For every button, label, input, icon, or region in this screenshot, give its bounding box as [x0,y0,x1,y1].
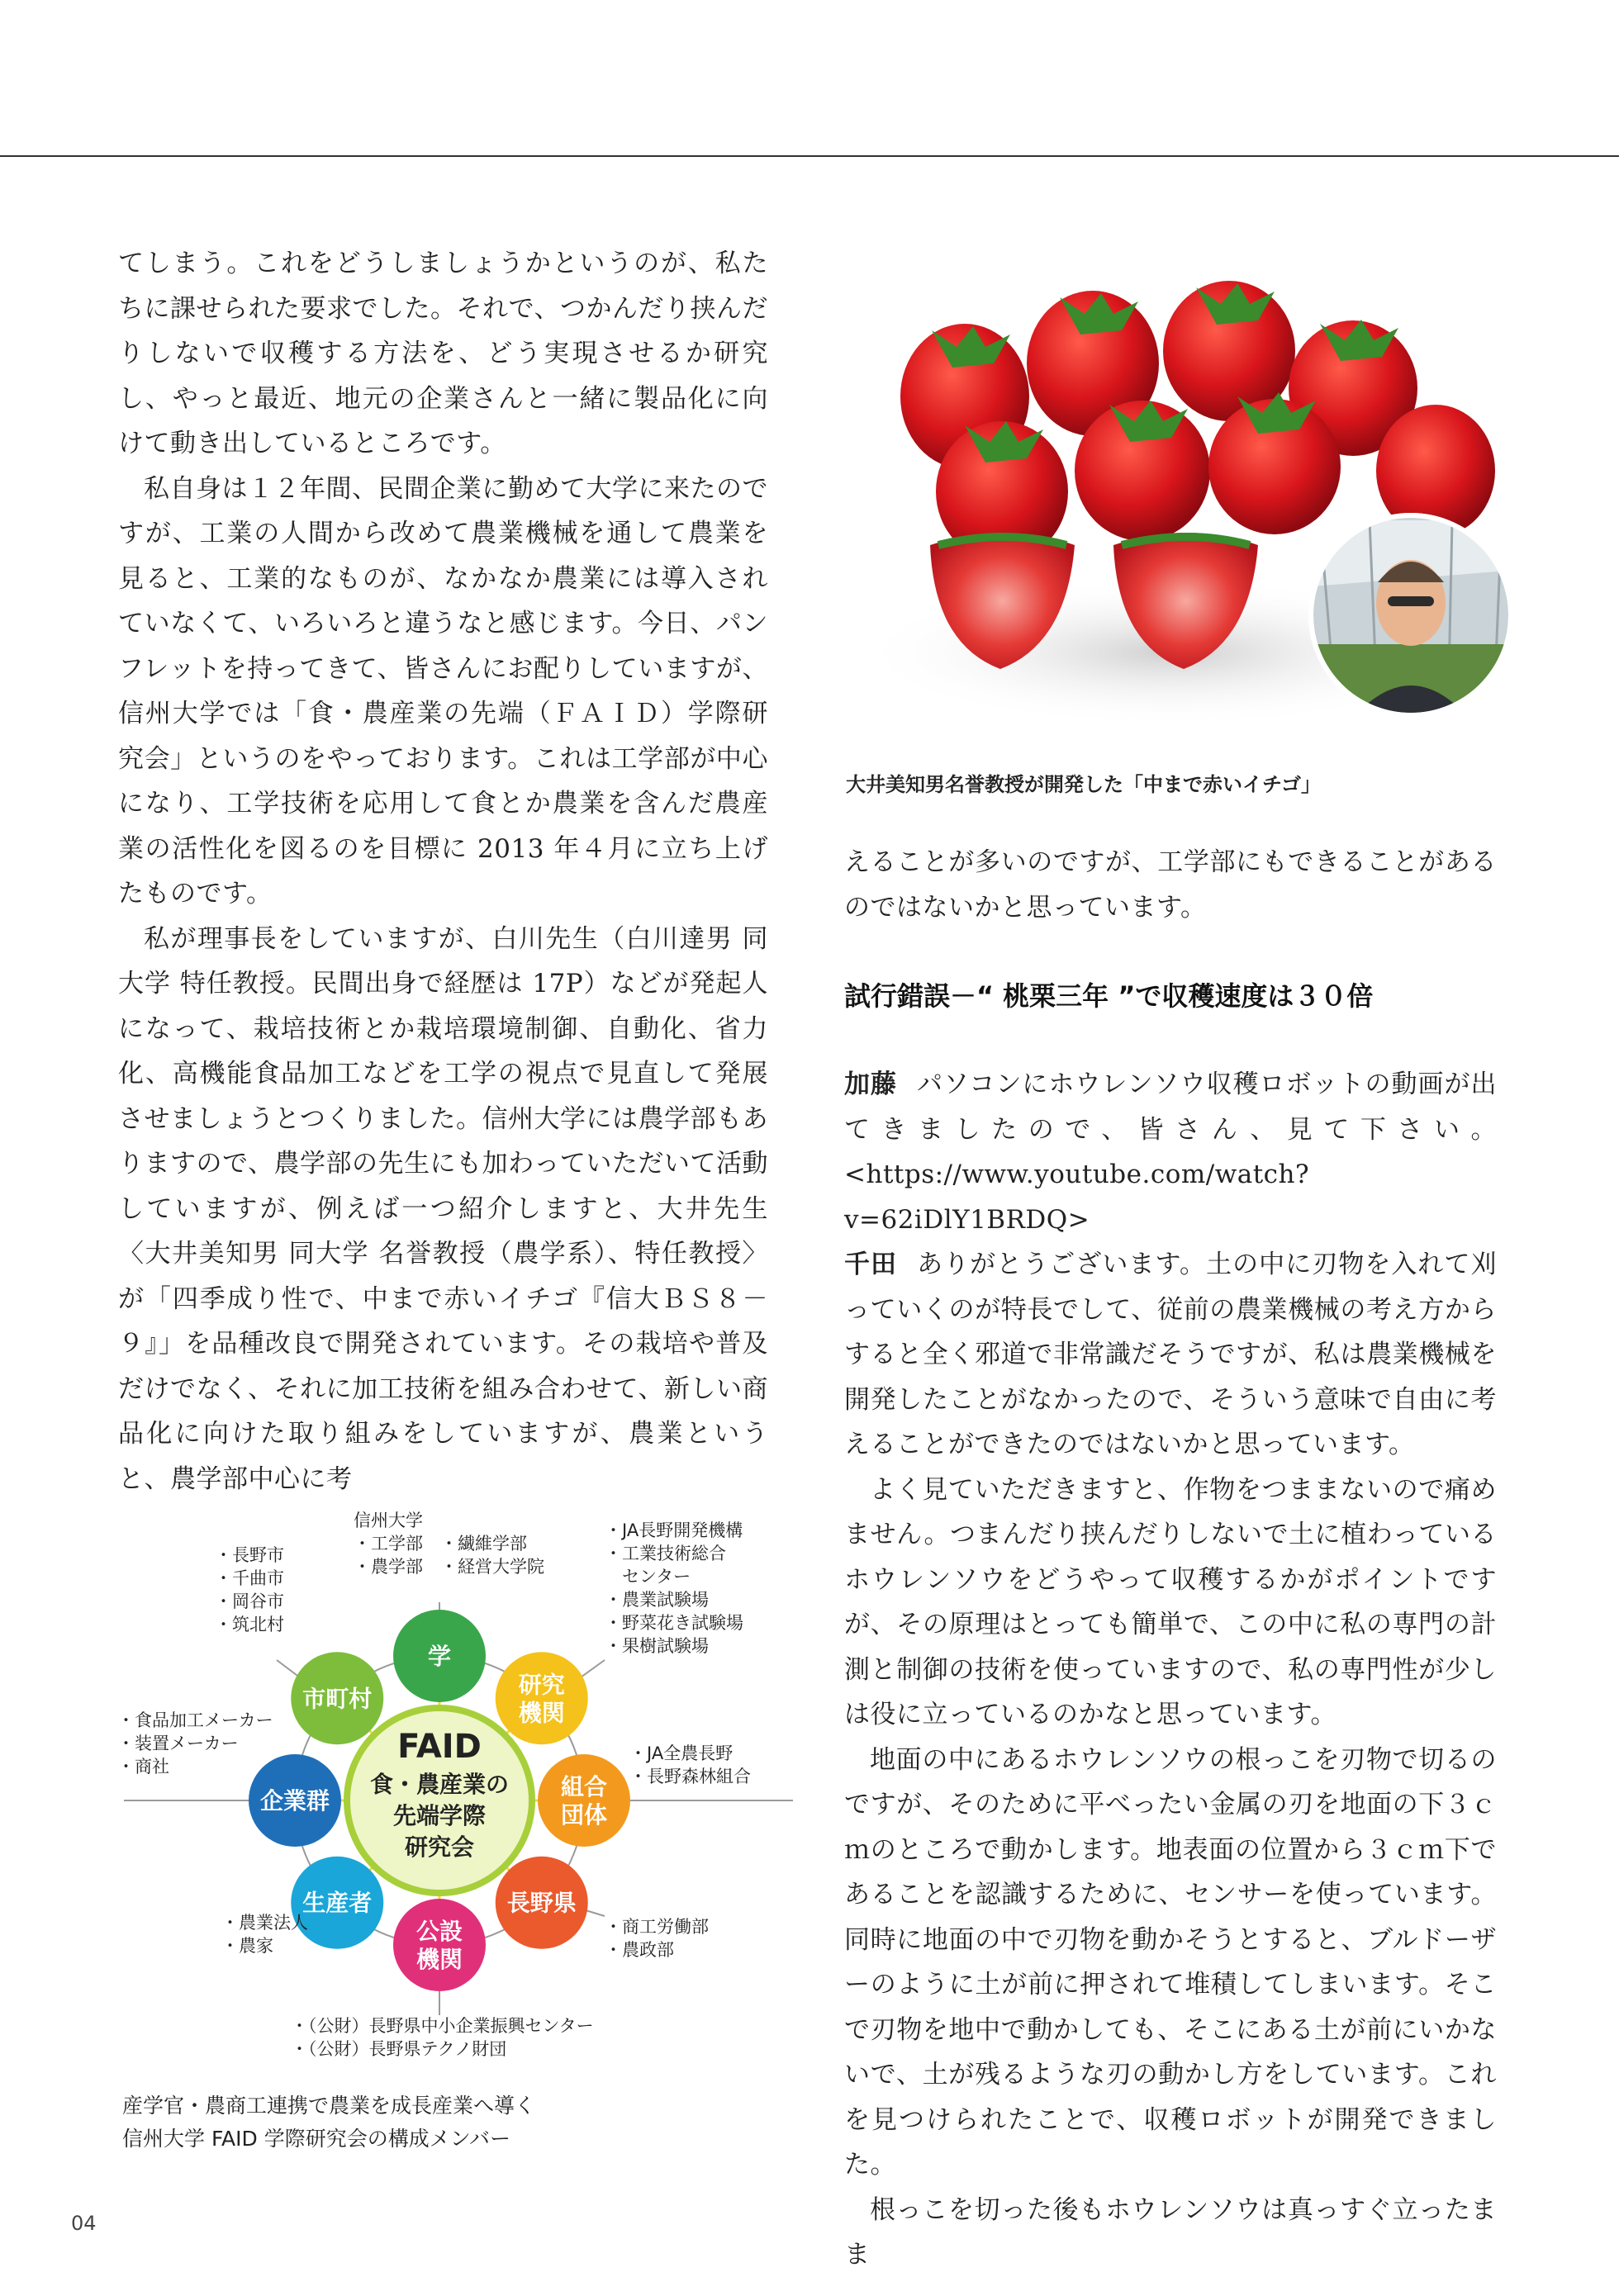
note-text: ・野菜花き試験場 [605,1613,743,1633]
right-paragraph-1: よく見ていただきますと、作物をつままないので痛めません。つまんだり挟んだりしないで土に植わっているホウレンソウをどうやって収穫するかがポイントですが、その原理はとっても簡単で、この中に私の専門の計測と制御の技術を使っていますので、私の専門性が少しは役に立っているのかなと思っています。 [844,1474,1497,1729]
left-paragraph-3: 私が理事長をしていますが、白川先生（白川達男 同大学 特任教授。民間出身で経歴は 17P）などが発起人になって、栽培技術とか栽培環境制御、自動化、省力化、高機能食品加工などを工学の視点で見直して発展させましょうとつくりました。信州大学には農学部もありますので、農学部の先生にも加わっていただいて活動していますが、例えば一つ紹介しますと、大井先生〈大井美知男 同大学 名誉教授（農学系）、特任教授〉が「四季成り性で、中まで赤いイチゴ『信大ＢＳ８－９』」を品種改良で開発されています。その栽培や普及だけでなく、それに加工技術を組み合わせて、新しい商品化に向けた取り組みをしていますが、農業というと、農学部中心に考 [118,923,768,1494]
node-label: 企業群 [259,1787,330,1815]
node-label: 生産者 [302,1889,373,1917]
node-label: 市町村 [302,1685,373,1713]
section-heading: 試行錯誤－“ 桃栗三年 ”で収穫速度は３０倍 [844,980,1374,1012]
diagram-caption [122,2090,750,2156]
note-text: ・（公財）長野県テクノ財団 [291,2039,507,2059]
center-label: FAID [397,1728,482,1766]
note-text: ・工学部 ・繊維学部 [354,1534,527,1554]
note-text: ・（公財）長野県中小企業振興センター [291,2016,594,2036]
note-text: ・装置メーカー [117,1734,239,1753]
header-rule [0,155,1619,157]
right-paragraph-2: 地面の中にあるホウレンソウの根っこを刃物で切るのですが、そのために平べったい金属の刃を地面の下３ｃｍのところで動かします。地表面の位置から３ｃｍ下であることを認識するために、センサーを使っています。同時に地面の中で刃物を動かそうとすると、ブルドーザーのように土が前に押されて堆積してしまいます。そこで刃物を地中で動かしても、そこにある土が前にいかないで、土が残るような刃の動かし方をしています。これを見つけられたことで、収穫ロボットが開発できました。 [844,1744,1497,2180]
note-text: ・千曲市 [215,1568,284,1588]
page-number: 04 [71,2212,97,2235]
note-text: ・農政部 [605,1940,674,1960]
note-text: ・JA長野開発機構 [605,1520,743,1540]
strawberry-photo [841,273,1512,735]
diagram-caption-line-1: 産学官・農商工連携で農業を成長産業へ導く [122,2094,536,2118]
note-text: ・筑北村 [215,1615,284,1634]
node-circle [393,1899,486,1991]
note-text: ・農業試験場 [605,1590,709,1610]
faid-member-diagram [99,1487,793,2081]
photo-caption: 大井美知男名誉教授が開発した「中まで赤いイチゴ」 [846,773,1322,796]
note-text: ・JA全農長野 [629,1743,734,1763]
left-column [118,241,768,1501]
dialogue-text: パソコンにホウレンソウ収穫ロボットの動画が出てきましたので、皆さん、見て下さい。<https://www.youtube.com/watch?v=62iDlY1BRDQ> [844,1070,1498,1235]
note-text: ・商工労働部 [605,1917,709,1937]
speaker-name: 加藤 [844,1070,897,1099]
node-label: 公設 [415,1918,463,1945]
note-text: ・食品加工メーカー [117,1710,273,1730]
faid-diagram-svg [99,1487,793,2081]
note-text: ・農業法人 [221,1913,308,1933]
node-label: 長野県 [506,1889,577,1917]
node-circle [538,1754,630,1847]
node-label: 機関 [518,1699,565,1727]
note-text: 信州大学 [354,1511,423,1530]
left-paragraph-1: てしまう。これをどうしましょうかというのが、私たちに課せられた要求でした。それで、つかんだり挟んだりしないで収穫する方法を、どう実現させるか研究し、やっと最近、地元の企業さんと一緒に製品化に向けて動き出しているところです。 [118,249,768,458]
note-text: ・岡谷市 [215,1592,284,1611]
center-label: 研究会 [404,1833,475,1861]
speaker-name: 千田 [844,1250,898,1279]
note-text: ・工業技術総合 [605,1544,726,1563]
note-text: ・農家 [221,1936,273,1956]
right-intro-paragraph: えることが多いのですが、工学部にもできることがあるのではないかと思っています。 [844,847,1497,923]
node-label: 機関 [415,1946,463,1973]
center-label: 食・農産業の [369,1771,510,1798]
dialogue-senda [844,1242,1497,1468]
note-text: ・果樹試験場 [605,1636,709,1656]
node-label: 組合 [560,1773,608,1800]
node-label: 団体 [560,1801,608,1829]
note-text: ・農学部 ・経営大学院 [354,1557,544,1577]
dialogue-kato [844,1062,1497,1242]
center-label: 先端学際 [392,1802,487,1829]
note-text: ・長野市 [215,1545,284,1565]
note-text: センター [605,1567,691,1587]
strawberry-illustration [841,273,1512,735]
right-column [844,840,1497,2278]
node-label: 学 [427,1643,452,1670]
node-label: 研究 [518,1671,565,1699]
right-paragraph-3: 根っこを切った後もホウレンソウは真っすぐ立ったまま [844,2194,1497,2270]
diagram-caption-line-2: 信州大学 FAID 学際研究会の構成メンバー [122,2127,510,2151]
faid-center [347,1708,532,1893]
note-text: ・商社 [117,1757,169,1777]
dialogue-text: ありがとうございます。土の中に刃物を入れて刈っていくのが特長でして、従前の農業機械の考え方からすると全く邪道で非常識だそうですが、私は農業機械を開発したことがなかったので、そういう意味で自由に考えることができたのではないかと思っています。 [844,1250,1497,1459]
note-text: ・長野森林組合 [629,1767,751,1786]
left-paragraph-2: 私自身は１２年間、民間企業に勤めて大学に来たのですが、工業の人間から改めて農業機械を通して農業を見ると、工業的なものが、なかなか農業には導入されていなくて、いろいろと違うなと感じます。今日、パンフレットを持ってきて、皆さんにお配りしていますが、信州大学では「食・農産業の先端（ＦＡＩＤ）学際研究会」というのをやっております。これは工学部が中心になり、工学技術を応用して食とか農業を含んだ農産業の活性化を図るのを目標に 2013 年４月に立ち上げたものです。 [118,473,768,908]
